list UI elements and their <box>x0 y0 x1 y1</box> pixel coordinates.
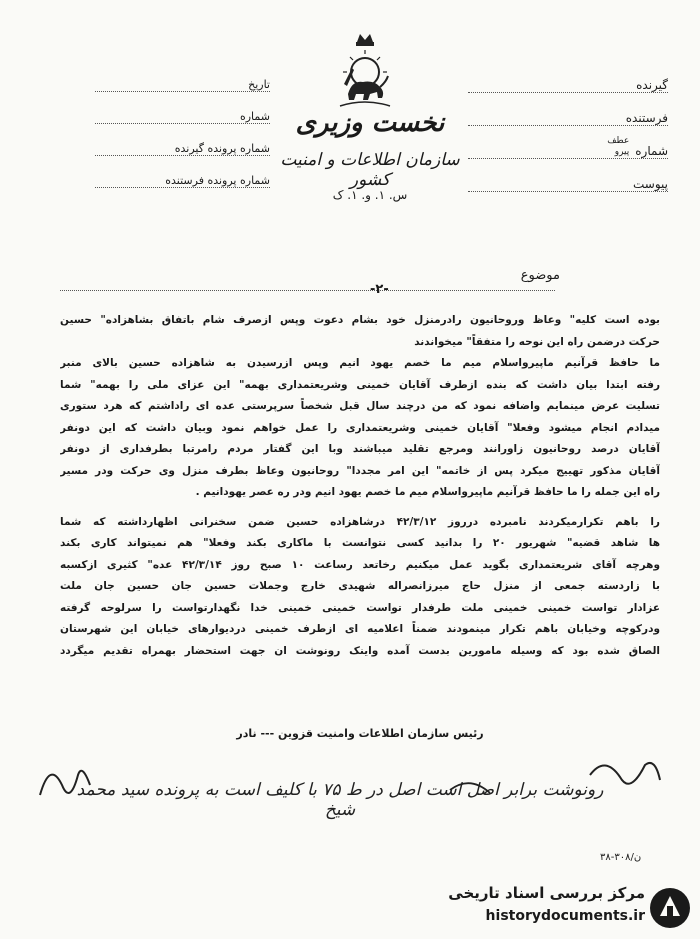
ref-number-sublabels: عطف پیرو <box>607 136 630 157</box>
handwritten-note: رونوشت برابر اصل است اصل در ط ۷۵ با کلیف است به پرونده سید محمد شیخ <box>76 780 604 820</box>
header-left-fields <box>95 62 270 190</box>
ref-number-field: شماره عطف پیرو <box>468 128 668 159</box>
body-line: ها شاهد قضیه" شهریور ۲۰ را بدانید کسی نتوانست با ماکاری بکند وفعلا" هم نمیتواند کاری بکند <box>60 537 660 549</box>
body-line: آقایان مذکور تهییج میکرد پس از خاتمه" این امر مجددا" روحانیون وعاظ بطرف منزل وی حرکت ودر مسیر <box>60 464 660 477</box>
archive-logo-icon <box>648 886 692 930</box>
body-line: وهرچه آقای شریعتمداری بگوید عمل میکنیم رخاتعد رساعت ۱۰ صبح روز ۴۲/۳/۱۴ عده" کثیری ازکسبه <box>60 558 660 571</box>
archive-name: مرکز بررسی اسناد تاریخی <box>448 884 645 902</box>
organization-code: س. ۱. و. ۱. ک <box>332 188 408 202</box>
body-line: میدادم انجام میشود وفعلا" آقایان خمینی وشریعتمداری را عمل خواهم نمود وبیان داشت که این دونفر <box>60 421 660 434</box>
body-line: الصاق شده بود که وسیله مامورین بدست آمده واینک رونوشت ان جهت استحضار بهمراه تقدیم میگردد <box>60 644 660 657</box>
signature-line: رئیس سازمان اطلاعات وامنیت قزوین --- نادر <box>236 727 484 740</box>
body-line: ما حافظ قرآنیم ماپیرواسلام میم ما خصم یهود انیم وپس ازرسیدن به شاهزاده حسین بالای منبر <box>60 357 660 369</box>
document-number: ۳۸-۳۰۸/ن <box>600 852 642 863</box>
header-right-fields <box>468 62 668 194</box>
archive-website: historydocuments.ir <box>485 908 645 924</box>
body-line: راه این جمله را ما حافظ قرآنیم ماپیرواسلام میم ما خصم یهود انیم ودر ره عصر یهودانیم . <box>195 486 660 498</box>
body-line: را باهم تکرارمیکردند نامبرده درروز ۴۲/۳/۱۲ درشاهزاده حسین ضمن سخنرانی اظهارداشته که شما <box>60 515 660 528</box>
subject-label: موضوع <box>520 268 560 283</box>
body-line: رفته ابتدا بیان داشت که بنده ازطرف آقایان خمینی وشریعتمداری بهمه" این عزای ملی را بهمه" شما <box>60 378 660 391</box>
ministry-title: نخست وزیری <box>295 108 445 138</box>
number-field: شماره <box>95 94 270 124</box>
sender-file-field: شماره پرونده فرستنده <box>95 158 270 188</box>
archive-watermark <box>417 878 700 939</box>
body-line: بوده است کلیه" وعاظ وروحانیون رادرمنزل خود بشام دعوت وپس ازصرف شام باتفاق بشاهزاده" حسین <box>60 314 660 326</box>
attachment-field: پیوست <box>468 161 668 192</box>
date-field: تاریخ <box>95 62 270 92</box>
organization-title: سازمان اطلاعات و امنیت کشور <box>280 150 460 190</box>
lion-and-sun-emblem-icon <box>330 32 400 112</box>
body-line: ودرکوچه وخیابان باهم تکرار مینمودند ضمناً اعلامیه ای ازطرف خمینی دردیوارهای خیابان این شهرستان <box>60 623 660 635</box>
receiver-field: گیرنده <box>468 62 668 93</box>
body-line: با زاردسته جمعی از منزل حاج میرزانصراله شهیدی خارج وجملات حسین جان حسین جان ملت <box>60 580 660 592</box>
letter-body <box>60 310 660 662</box>
subject-divider <box>60 290 555 291</box>
page-marker: -۲- <box>370 282 389 297</box>
body-line: تسلیت عرض مینمایم واضافه نمود که من درچند سال قبل شخصاً سرپرستی عده ای راداشتم که هرد ستوری <box>60 400 660 412</box>
body-line: آقایان درصد روحانیون زاورانند ومرجع تقلید میباشند وبا این گفتار مردم رامرتبا بطرفداری از دونفر <box>60 443 660 455</box>
body-line: عزادار تواست خمینی خمینی ملت طرفدار تواست خمینی خمینی خدا نگهدارتواست را سرلوحه گرفته <box>60 601 660 614</box>
body-line: حرکت درضمن راه این نوحه را متفقاً" میخواندند <box>414 335 660 348</box>
receiver-file-field: شماره پرونده گیرنده <box>95 126 270 156</box>
sender-field: فرستنده <box>468 95 668 126</box>
